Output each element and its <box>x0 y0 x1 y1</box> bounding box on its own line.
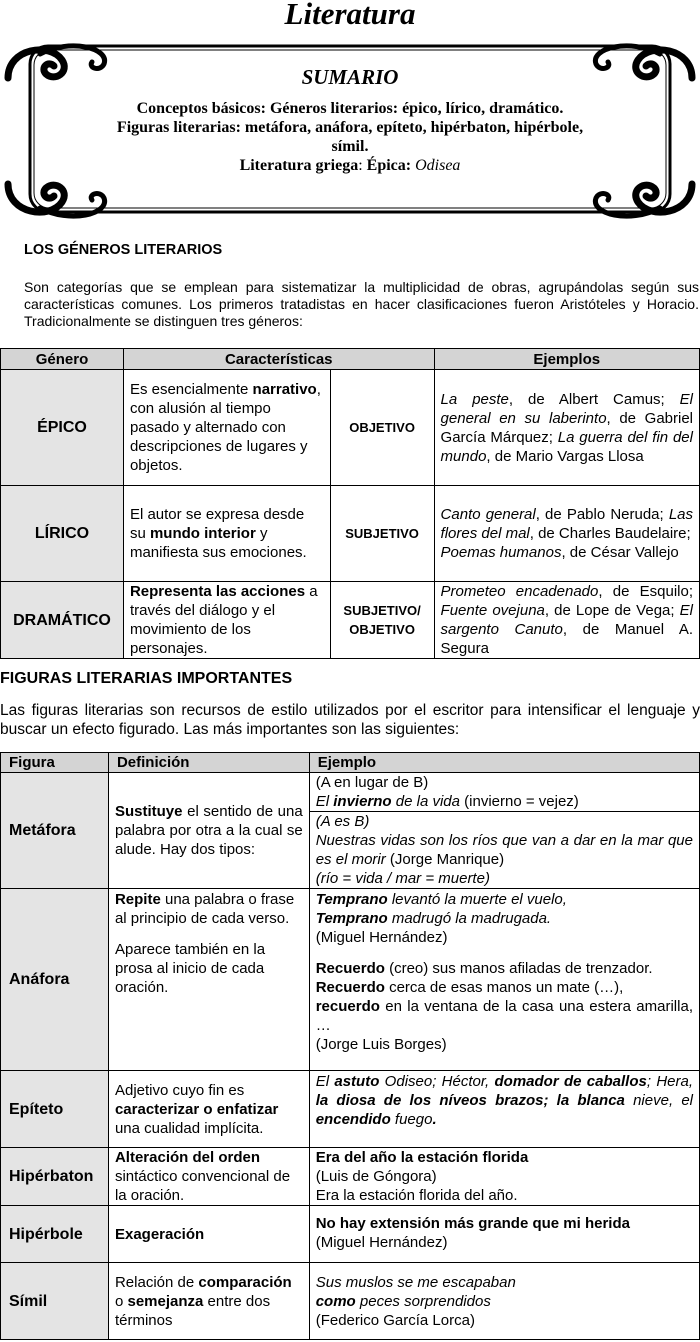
cell-text: (A es B) <box>315 813 370 830</box>
cell-text: Representa las acciones <box>129 583 306 600</box>
sumario-line: símil. <box>331 138 369 155</box>
cell-text: El autor se expresa desde su <box>129 506 305 542</box>
cell-text: encendido <box>315 1111 391 1128</box>
figura-label: Metáfora <box>1 773 109 889</box>
genero-tipo: OBJETIVO <box>330 370 434 486</box>
figura-ejemplo <box>309 1071 699 1148</box>
section-heading-figuras: FIGURAS LITERARIAS IMPORTANTES <box>0 670 293 687</box>
sumario-text: Literatura griega <box>239 157 359 174</box>
genero-tipo: SUBJETIVO <box>330 486 434 582</box>
cell-text: Repite <box>114 891 161 908</box>
figura-label: Hipérbaton <box>1 1148 109 1206</box>
cell-text: El <box>315 1073 335 1090</box>
cell-text: semejanza <box>127 1292 204 1310</box>
cell-text: (Miguel Hernández) <box>315 929 448 946</box>
generos-intro: Son categorías que se emplean para sistematizar la multiplicidad de obras, agrupándolas según sus características comunes. Los primeros tratadistas en hacer clasificaciones fueron Aristóteles y Horacio. Tradicionalmente se distinguen tres géneros: <box>24 279 699 329</box>
cell-text: el sentido de una palabra por otra a la cual se alude. Hay dos tipos: <box>114 803 303 858</box>
figura-label: Hipérbole <box>1 1206 109 1263</box>
cell-text: domador de caballos <box>494 1073 647 1090</box>
cell-text: narrativo <box>252 381 317 398</box>
page-title: Literatura <box>284 0 416 31</box>
cell-text: mundo interior <box>149 525 256 542</box>
table-header: Figura <box>1 753 109 773</box>
cell-text: comparación <box>198 1273 292 1291</box>
cell-text: (creo) sus manos afiladas de trenzador. <box>384 960 653 977</box>
cell-text: OBJETIVO <box>349 622 415 637</box>
table-row <box>1 582 700 659</box>
figura-label: Epíteto <box>1 1071 109 1148</box>
cell-text: , de Gabriel García Márquez; <box>440 409 694 446</box>
sumario-heading: SUMARIO <box>301 65 399 89</box>
table-row <box>1 370 700 486</box>
cell-text: ; Hera, <box>646 1073 693 1090</box>
cell-text: Nuestras vidas son los ríos que van a dar en la mar que es el morir <box>315 832 693 868</box>
cell-text: nieve, el <box>624 1092 693 1109</box>
cell-text: , de Albert Camus; <box>508 390 680 408</box>
sumario-line <box>30 156 670 175</box>
cell-text: una cualidad implícita. <box>114 1119 264 1137</box>
table-header: Características <box>123 349 434 370</box>
cell-text: Canto general <box>440 506 536 523</box>
cell-text: Aparece también en la prosa al inicio de cada oración. <box>114 941 266 996</box>
genero-tipo <box>330 582 434 659</box>
cell-text: a través del diálogo y el movimiento de los personajes. <box>129 583 318 657</box>
genero-ejemplos <box>434 370 699 486</box>
cell-text: cerca de esas manos un mate (…), <box>384 979 624 996</box>
genero-ejemplos <box>434 582 699 659</box>
figura-ejemplo <box>309 773 699 812</box>
cell-text: (Miguel Hernández) <box>315 1234 448 1251</box>
figura-label: Anáfora <box>1 889 109 1071</box>
cell-text: o <box>114 1292 128 1310</box>
table-header: Ejemplo <box>309 753 699 773</box>
sumario-text: Odisea <box>415 157 461 174</box>
table-row <box>1 486 700 582</box>
cell-text: invierno <box>333 793 392 810</box>
cell-text: , de Manuel A. Segura <box>440 621 693 657</box>
figura-definicion <box>108 1263 309 1340</box>
cell-text: SUBJETIVO/ <box>343 603 421 618</box>
sumario-box <box>30 48 670 208</box>
cell-text: Adjetivo cuyo fin es <box>114 1081 245 1099</box>
figura-ejemplo <box>309 1206 699 1263</box>
sumario-text: : <box>358 157 367 174</box>
cell-text: Recuerdo <box>315 979 385 996</box>
cell-text: como <box>315 1292 356 1310</box>
cell-text: Odiseo; Héctor, <box>379 1073 495 1090</box>
genero-label: LÍRICO <box>1 486 124 582</box>
cell-text: Recuerdo <box>315 960 385 977</box>
cell-text: , de Mario Vargas Llosa <box>486 447 644 465</box>
genero-label: ÉPICO <box>1 370 124 486</box>
cell-text: la diosa de los níveos brazos; la blanca <box>315 1092 625 1109</box>
cell-text: madrugó la madrugada. <box>387 910 552 927</box>
cell-text: Es esencialmente <box>129 381 253 398</box>
cell-text: sintáctico convencional de la oración. <box>114 1168 291 1204</box>
section-heading-generos: LOS GÉNEROS LITERARIOS <box>24 242 223 258</box>
table-row <box>1 1263 700 1340</box>
cell-text: , de Lope de Vega; <box>544 602 680 619</box>
cell-text: El <box>315 793 334 810</box>
sumario-frame <box>0 38 700 224</box>
cell-text: La peste <box>440 390 509 408</box>
figura-ejemplo <box>309 1263 699 1340</box>
cell-text: Las flores del mal <box>440 506 693 542</box>
genero-label: DRAMÁTICO <box>1 582 124 659</box>
generos-table <box>0 348 700 659</box>
table-header: Ejemplos <box>434 349 699 370</box>
figura-ejemplo <box>309 889 699 1071</box>
figura-label: Símil <box>1 1263 109 1340</box>
cell-text: (río = vida / mar = muerte) <box>315 870 490 887</box>
table-header: Definición <box>108 753 309 773</box>
cell-text: No hay extensión más grande que mi herida <box>315 1215 630 1232</box>
cell-text: astuto <box>334 1073 380 1090</box>
figura-definicion <box>108 889 309 1071</box>
cell-text: Temprano <box>315 891 388 908</box>
figura-definicion <box>108 773 309 889</box>
genero-caracteristicas <box>123 582 330 659</box>
cell-text: , con alusión al tiempo pasado y alternado con descripciones de lugares y objetos. <box>129 381 321 474</box>
figuras-table <box>0 752 700 1340</box>
figura-ejemplo <box>309 812 699 889</box>
table-row <box>1 1071 700 1148</box>
cell-text: de la vida <box>391 793 460 810</box>
cell-text: en la ventana de la casa una estera amarilla, … <box>315 998 693 1034</box>
cell-text: Poemas humanos <box>440 544 562 561</box>
figura-definicion <box>108 1148 309 1206</box>
cell-text: El general en su laberinto <box>440 390 694 427</box>
cell-text: Era la estación florida del año. <box>315 1187 518 1204</box>
table-row <box>1 773 700 812</box>
cell-text: fuego <box>390 1111 433 1128</box>
table-row <box>1 889 700 1071</box>
cell-text: Era del año la estación florida <box>315 1149 529 1166</box>
figura-definicion <box>108 1071 309 1148</box>
cell-text: Temprano <box>315 910 388 927</box>
cell-text: , de Esquilo; <box>598 583 693 600</box>
figura-definicion <box>108 1206 309 1263</box>
table-header: Género <box>1 349 124 370</box>
cell-text: Prometeo encadenado <box>440 583 599 600</box>
sumario-text: Épica: <box>366 157 416 174</box>
cell-text: caracterizar o enfatizar <box>114 1100 279 1118</box>
figuras-intro: Las figuras literarias son recursos de estilo utilizados por el escritor para intensificar el lenguaje y buscar un efecto figurado. Las más importantes son las siguientes: <box>0 702 700 738</box>
sumario-line: Figuras literarias: metáfora, anáfora, epíteto, hipérbaton, hipérbole, <box>116 119 584 136</box>
genero-caracteristicas <box>123 486 330 582</box>
cell-text: (invierno = vejez) <box>459 793 579 810</box>
cell-text: levantó la muerte el vuelo, <box>387 891 567 908</box>
cell-text: Fuente ovejuna <box>440 602 545 619</box>
sumario-line: Conceptos básicos: Géneros literarios: épico, lírico, dramático. <box>136 100 564 117</box>
figura-ejemplo <box>309 1148 699 1206</box>
cell-text: recuerdo <box>315 998 380 1015</box>
cell-text: peces sorprendidos <box>355 1292 491 1310</box>
cell-text: (Jorge Luis Borges) <box>315 1036 447 1053</box>
cell-text: Exageración <box>114 1225 205 1243</box>
cell-text: , de Pablo Neruda; <box>535 506 669 523</box>
genero-caracteristicas <box>123 370 330 486</box>
cell-text: . <box>432 1111 437 1128</box>
cell-text: (Jorge Manrique) <box>385 851 505 868</box>
cell-text: (A en lugar de B) <box>315 774 429 791</box>
genero-ejemplos <box>434 486 699 582</box>
cell-text: Sustituye <box>114 803 183 820</box>
cell-text: (Luis de Góngora) <box>315 1168 437 1185</box>
cell-text: El sargento Canuto <box>440 602 693 638</box>
cell-text: entre dos términos <box>114 1292 271 1329</box>
cell-text: Relación de <box>114 1273 199 1291</box>
table-row <box>1 1206 700 1263</box>
cell-text: , de Charles Baudelaire; <box>529 525 691 542</box>
cell-text: , de César Vallejo <box>561 544 679 561</box>
table-row <box>1 1148 700 1206</box>
cell-text: y manifiesta sus emociones. <box>129 525 307 561</box>
cell-text: (Federico García Lorca) <box>315 1311 475 1329</box>
cell-text: Sus muslos se me escapaban <box>315 1273 516 1291</box>
cell-text: La guerra del fin del mundo <box>440 428 693 465</box>
cell-text: Alteración del orden <box>114 1149 260 1166</box>
cell-text: una palabra o frase al principio de cada verso. <box>114 891 295 927</box>
